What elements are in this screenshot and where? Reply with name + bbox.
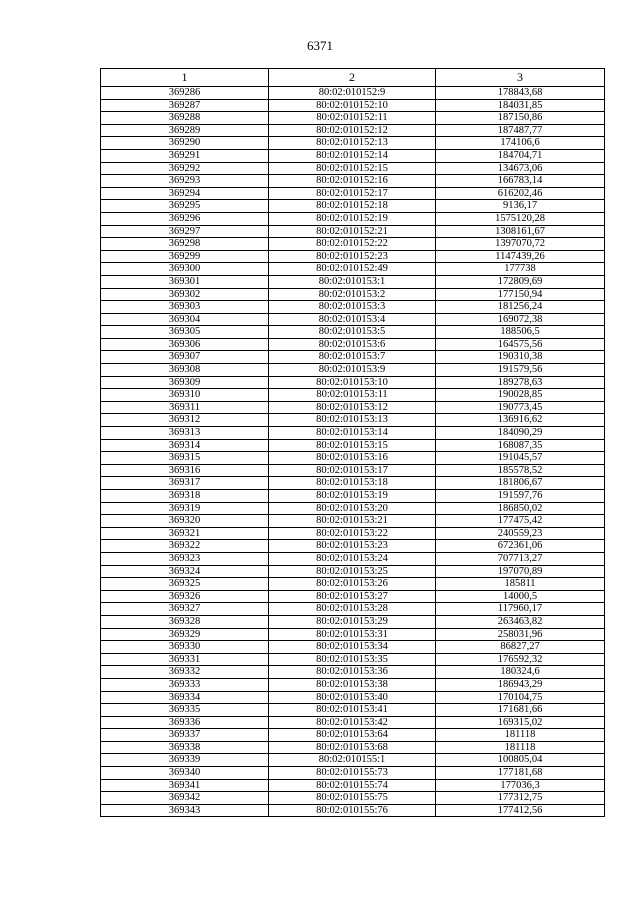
table-row [101,653,605,666]
cadastral-value-table [100,68,605,817]
value-cell: 616202,46 [436,187,605,200]
table-body [101,87,605,817]
value-cell: 178843,68 [436,87,605,100]
row-number-cell: 369311 [101,401,269,414]
row-number-cell: 369306 [101,338,269,351]
cadastral-number-cell: 80:02:010153:3 [269,301,436,314]
cadastral-number-cell: 80:02:010155:76 [269,804,436,817]
value-cell: 191045,57 [436,452,605,465]
row-number-cell: 369308 [101,364,269,377]
table-row [101,364,605,377]
cadastral-number-cell: 80:02:010153:7 [269,351,436,364]
table-row [101,238,605,251]
value-cell: 100805,04 [436,754,605,767]
cadastral-number-cell: 80:02:010153:31 [269,628,436,641]
table-row [101,275,605,288]
cadastral-number-cell: 80:02:010153:64 [269,729,436,742]
cadastral-number-cell: 80:02:010153:13 [269,414,436,427]
cadastral-number-cell: 80:02:010153:29 [269,615,436,628]
value-cell: 1397070,72 [436,238,605,251]
cadastral-number-cell: 80:02:010152:22 [269,238,436,251]
value-cell: 177412,56 [436,804,605,817]
table-row [101,99,605,112]
cadastral-number-cell: 80:02:010153:23 [269,540,436,553]
cadastral-number-cell: 80:02:010152:12 [269,124,436,137]
row-number-cell: 369301 [101,275,269,288]
row-number-cell: 369314 [101,439,269,452]
cadastral-number-cell: 80:02:010153:26 [269,578,436,591]
value-cell: 14000,5 [436,590,605,603]
row-number-cell: 369300 [101,263,269,276]
value-cell: 191597,76 [436,490,605,503]
cadastral-number-cell: 80:02:010153:40 [269,691,436,704]
cadastral-number-cell: 80:02:010152:17 [269,187,436,200]
page-number: 6371 [307,38,333,53]
value-cell: 169072,38 [436,313,605,326]
value-cell: 188506,5 [436,326,605,339]
value-cell: 177475,42 [436,515,605,528]
cadastral-number-cell: 80:02:010153:1 [269,275,436,288]
value-cell: 86827,27 [436,641,605,654]
value-cell: 186943,29 [436,678,605,691]
table-row [101,376,605,389]
row-number-cell: 369321 [101,527,269,540]
table-row [101,187,605,200]
value-cell: 190773,45 [436,401,605,414]
cadastral-number-cell: 80:02:010153:10 [269,376,436,389]
cadastral-number-cell: 80:02:010152:9 [269,87,436,100]
table-row [101,691,605,704]
cadastral-number-cell: 80:02:010152:11 [269,112,436,125]
row-number-cell: 369317 [101,477,269,490]
cadastral-number-cell: 80:02:010152:16 [269,175,436,188]
row-number-cell: 369319 [101,502,269,515]
cadastral-number-cell: 80:02:010155:74 [269,779,436,792]
table-row [101,754,605,767]
value-cell: 672361,06 [436,540,605,553]
table-row [101,162,605,175]
table-row [101,288,605,301]
row-number-cell: 369296 [101,212,269,225]
cadastral-number-cell: 80:02:010152:49 [269,263,436,276]
value-cell: 117960,17 [436,603,605,616]
table-row [101,200,605,213]
value-cell: 190310,38 [436,351,605,364]
row-number-cell: 369293 [101,175,269,188]
table-row [101,704,605,717]
value-cell: 177312,75 [436,792,605,805]
row-number-cell: 369341 [101,779,269,792]
row-number-cell: 369324 [101,565,269,578]
table-row [101,578,605,591]
value-cell: 177150,94 [436,288,605,301]
row-number-cell: 369328 [101,615,269,628]
table-row [101,729,605,742]
cadastral-number-cell: 80:02:010153:38 [269,678,436,691]
row-number-cell: 369313 [101,427,269,440]
value-cell: 190028,85 [436,389,605,402]
table-row [101,502,605,515]
row-number-cell: 369333 [101,678,269,691]
value-cell: 172809,69 [436,275,605,288]
row-number-cell: 369287 [101,99,269,112]
cadastral-number-cell: 80:02:010152:13 [269,137,436,150]
cadastral-number-cell: 80:02:010153:15 [269,439,436,452]
cadastral-number-cell: 80:02:010153:22 [269,527,436,540]
table-row [101,452,605,465]
value-cell: 184090,29 [436,427,605,440]
value-cell: 164575,56 [436,338,605,351]
row-number-cell: 369325 [101,578,269,591]
value-cell: 166783,14 [436,175,605,188]
value-cell: 177181,68 [436,767,605,780]
cadastral-number-cell: 80:02:010153:21 [269,515,436,528]
row-number-cell: 369326 [101,590,269,603]
row-number-cell: 369312 [101,414,269,427]
row-number-cell: 369339 [101,754,269,767]
table-row [101,741,605,754]
cadastral-number-cell: 80:02:010153:36 [269,666,436,679]
table-row [101,552,605,565]
table-row [101,250,605,263]
table-row [101,464,605,477]
row-number-cell: 369331 [101,653,269,666]
value-cell: 187150,86 [436,112,605,125]
cadastral-number-cell: 80:02:010153:17 [269,464,436,477]
value-cell: 177738 [436,263,605,276]
row-number-cell: 369323 [101,552,269,565]
value-cell: 180324,6 [436,666,605,679]
value-cell: 197070,89 [436,565,605,578]
table-row [101,313,605,326]
value-cell: 187487,77 [436,124,605,137]
table-row [101,263,605,276]
cadastral-number-cell: 80:02:010153:18 [269,477,436,490]
cadastral-number-cell: 80:02:010155:1 [269,754,436,767]
value-cell: 189278,63 [436,376,605,389]
row-number-cell: 369327 [101,603,269,616]
table-row [101,401,605,414]
cadastral-number-cell: 80:02:010153:5 [269,326,436,339]
cadastral-number-cell: 80:02:010153:34 [269,641,436,654]
row-number-cell: 369286 [101,87,269,100]
value-cell: 171681,66 [436,704,605,717]
cadastral-number-cell: 80:02:010153:6 [269,338,436,351]
table-row [101,137,605,150]
row-number-cell: 369338 [101,741,269,754]
table-row [101,716,605,729]
value-cell: 169315,02 [436,716,605,729]
column-header-1: 1 [101,69,269,87]
table-row [101,326,605,339]
row-number-cell: 369288 [101,112,269,125]
cadastral-number-cell: 80:02:010153:27 [269,590,436,603]
value-cell: 1308161,67 [436,225,605,238]
value-cell: 263463,82 [436,615,605,628]
cadastral-number-cell: 80:02:010153:14 [269,427,436,440]
value-cell: 174106,6 [436,137,605,150]
row-number-cell: 369299 [101,250,269,263]
cadastral-number-cell: 80:02:010153:4 [269,313,436,326]
cadastral-number-cell: 80:02:010152:14 [269,149,436,162]
table-row [101,565,605,578]
cadastral-number-cell: 80:02:010152:23 [269,250,436,263]
cadastral-number-cell: 80:02:010152:15 [269,162,436,175]
table-row [101,767,605,780]
value-cell: 186850,02 [436,502,605,515]
row-number-cell: 369305 [101,326,269,339]
row-number-cell: 369318 [101,490,269,503]
value-cell: 181256,24 [436,301,605,314]
table-row [101,540,605,553]
value-cell: 240559,23 [436,527,605,540]
cadastral-number-cell: 80:02:010152:10 [269,99,436,112]
cadastral-number-cell: 80:02:010153:42 [269,716,436,729]
cadastral-number-cell: 80:02:010153:11 [269,389,436,402]
table-row [101,641,605,654]
cadastral-number-cell: 80:02:010152:21 [269,225,436,238]
value-cell: 181118 [436,741,605,754]
cadastral-number-cell: 80:02:010153:25 [269,565,436,578]
cadastral-number-cell: 80:02:010152:18 [269,200,436,213]
table-row [101,804,605,817]
table-row [101,477,605,490]
table-row [101,149,605,162]
table-row [101,389,605,402]
row-number-cell: 369315 [101,452,269,465]
column-header-2: 2 [269,69,436,87]
cadastral-number-cell: 80:02:010155:75 [269,792,436,805]
row-number-cell: 369342 [101,792,269,805]
row-number-cell: 369297 [101,225,269,238]
value-cell: 9136,17 [436,200,605,213]
cadastral-number-cell: 80:02:010153:35 [269,653,436,666]
cadastral-number-cell: 80:02:010153:41 [269,704,436,717]
table-row [101,301,605,314]
cadastral-number-cell: 80:02:010153:12 [269,401,436,414]
table-row [101,490,605,503]
value-cell: 191579,56 [436,364,605,377]
cadastral-number-cell: 80:02:010153:28 [269,603,436,616]
table-row [101,678,605,691]
row-number-cell: 369334 [101,691,269,704]
table-header-row [101,69,605,87]
row-number-cell: 369303 [101,301,269,314]
table-row [101,628,605,641]
table-row [101,124,605,137]
value-cell: 176592,32 [436,653,605,666]
value-cell: 184031,85 [436,99,605,112]
value-cell: 185811 [436,578,605,591]
cadastral-number-cell: 80:02:010152:19 [269,212,436,225]
cadastral-number-cell: 80:02:010155:73 [269,767,436,780]
table-row [101,351,605,364]
table-row [101,112,605,125]
row-number-cell: 369310 [101,389,269,402]
table-row [101,338,605,351]
table-row [101,175,605,188]
table-row [101,414,605,427]
table-row [101,527,605,540]
table-row [101,590,605,603]
row-number-cell: 369335 [101,704,269,717]
table-row [101,439,605,452]
value-cell: 1147439,26 [436,250,605,263]
row-number-cell: 369294 [101,187,269,200]
row-number-cell: 369292 [101,162,269,175]
cadastral-number-cell: 80:02:010153:16 [269,452,436,465]
value-cell: 181806,67 [436,477,605,490]
row-number-cell: 369322 [101,540,269,553]
cadastral-number-cell: 80:02:010153:68 [269,741,436,754]
table-row [101,87,605,100]
value-cell: 707713,27 [436,552,605,565]
table-row [101,779,605,792]
row-number-cell: 369343 [101,804,269,817]
row-number-cell: 369298 [101,238,269,251]
row-number-cell: 369295 [101,200,269,213]
row-number-cell: 369289 [101,124,269,137]
table-row [101,225,605,238]
row-number-cell: 369340 [101,767,269,780]
value-cell: 185578,52 [436,464,605,477]
row-number-cell: 369330 [101,641,269,654]
table-row [101,792,605,805]
cadastral-number-cell: 80:02:010153:2 [269,288,436,301]
row-number-cell: 369304 [101,313,269,326]
table-row [101,212,605,225]
table-row [101,515,605,528]
value-cell: 1575120,28 [436,212,605,225]
row-number-cell: 369316 [101,464,269,477]
row-number-cell: 369302 [101,288,269,301]
row-number-cell: 369337 [101,729,269,742]
row-number-cell: 369336 [101,716,269,729]
cadastral-number-cell: 80:02:010153:19 [269,490,436,503]
row-number-cell: 369320 [101,515,269,528]
value-cell: 258031,96 [436,628,605,641]
table-row [101,615,605,628]
cadastral-number-cell: 80:02:010153:24 [269,552,436,565]
value-cell: 181118 [436,729,605,742]
row-number-cell: 369309 [101,376,269,389]
value-cell: 136916,62 [436,414,605,427]
value-cell: 168087,35 [436,439,605,452]
row-number-cell: 369307 [101,351,269,364]
value-cell: 170104,75 [436,691,605,704]
column-header-3: 3 [436,69,605,87]
cadastral-number-cell: 80:02:010153:20 [269,502,436,515]
table-row [101,666,605,679]
value-cell: 134673,06 [436,162,605,175]
table-row [101,603,605,616]
value-cell: 177036,3 [436,779,605,792]
cadastral-number-cell: 80:02:010153:9 [269,364,436,377]
row-number-cell: 369290 [101,137,269,150]
row-number-cell: 369329 [101,628,269,641]
row-number-cell: 369332 [101,666,269,679]
value-cell: 184704,71 [436,149,605,162]
table-row [101,427,605,440]
row-number-cell: 369291 [101,149,269,162]
